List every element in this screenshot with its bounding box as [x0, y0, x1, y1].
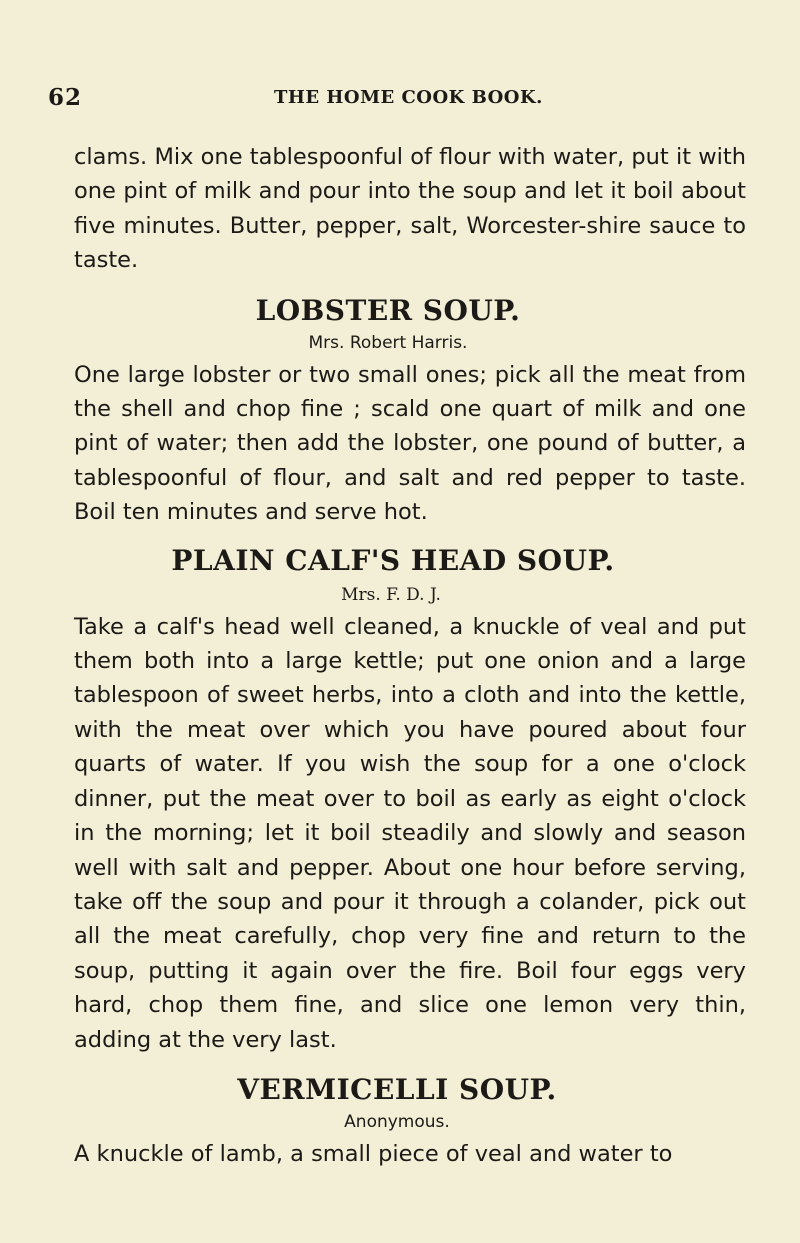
recipe-title-calfs-head-soup: PLAIN CALF'S HEAD SOUP.	[171, 543, 615, 577]
recipe-title-vermicelli-soup: VERMICELLI SOUP.	[237, 1072, 557, 1106]
page-number: 62	[48, 84, 83, 111]
running-title: THE HOME COOK BOOK.	[274, 87, 543, 108]
recipe-text-vermicelli-soup: A knuckle of lamb, a small piece of veal and water to	[74, 1140, 673, 1167]
recipe-title-lobster-soup: LOBSTER SOUP.	[255, 293, 521, 327]
recipe-text-lobster-soup: One large lobster or two small ones; pick all the meat from the shell and chop fine ; scald one quart of milk and one pint of water; then add the lobster, one pound of butter, a tablespoonful of flour, and salt and red pepper to taste. Boil ten minutes and serve hot.	[74, 361, 746, 526]
intro-paragraph: clams. Mix one tablespoonful of flour with water, put it with one pint of milk and pour into the soup and let it boil about five minutes. Butter, pepper, salt, Worcester-shire sauce to taste.	[74, 144, 746, 274]
page-header	[48, 84, 768, 116]
recipe-author-vermicelli-soup: Anonymous.	[344, 1111, 450, 1132]
recipe-author-calfs-head-soup: Mrs. F. D. J.	[341, 584, 441, 605]
recipe-text-calfs-head-soup: Take a calf's head well cleaned, a knuckle of veal and put them both into a large kettle; put one onion and a large tablespoon of sweet herbs, into a cloth and into the kettle, with the meat over which you have poured about four quarts of water. If you wish the soup for a one o'clock dinner, put the meat over to boil as early as eight o'clock in the morning; let it boil steadily and slowly and season well with salt and pepper. About one hour before serving, take off the soup and pour it through a colander, pick out all the meat carefully, chop very fine and return to the soup, putting it again over the fire. Boil four eggs very hard, chop them fine, and slice one lemon very thin, adding at the very last.	[74, 613, 746, 1053]
recipe-author-lobster-soup: Mrs. Robert Harris.	[308, 332, 468, 353]
page-body	[74, 140, 746, 1167]
